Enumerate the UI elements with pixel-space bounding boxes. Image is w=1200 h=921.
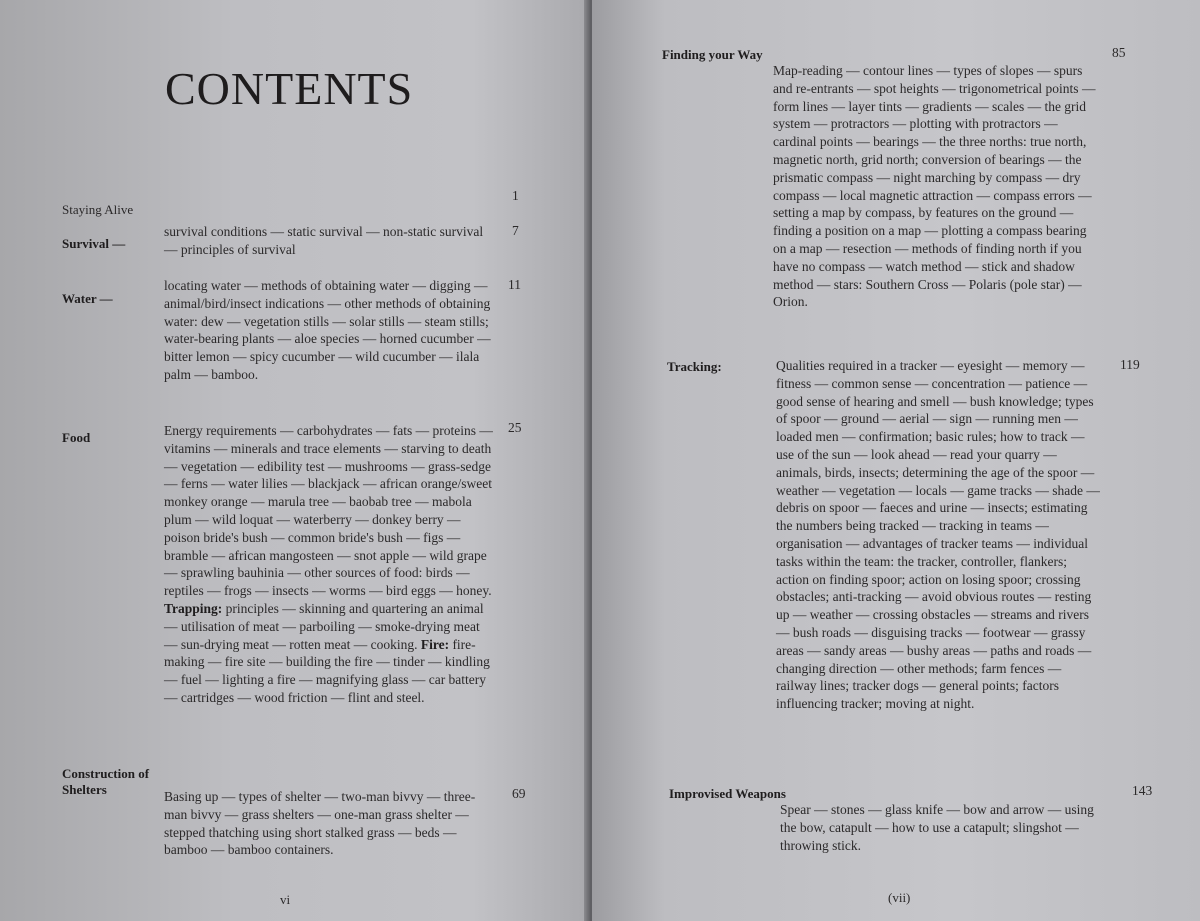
right-page [592, 0, 1200, 921]
tracking-label: Tracking: [667, 359, 722, 374]
right-folio: (vii) [888, 890, 911, 905]
food-page: 25 [508, 420, 522, 435]
water-desc: locating water — methods of obtaining water — digging — animal/bird/insect indications — other methods of obtaining water: dew — vegetation stills — solar stills — steam stills; water-bearing plants — aloe species — horned cucumber — bitter lemon — spicy cucumber — wild cucumber — ilala palm — bamboo. [164, 278, 491, 382]
weapons-page: 143 [1132, 783, 1153, 798]
survival-desc: survival conditions — static survival — non-static survival — principles of survival [164, 224, 484, 257]
tracking-page: 119 [1120, 357, 1140, 372]
tracking-desc: Qualities required in a tracker — eyesight — memory — fitness — common sense — concentration — patience — good sense of hearing and smell — bush knowledge; types of spoor — ground — aerial — sign — running men — loaded men — confirmation; basic rules; how to track — use of the sun — look ahead — read your quarry — animals, birds, insects; determining the age of the spoor — weather — vegetation — locals — game tracks — shade — debris on spoor — faeces and urine — insects; estimating the numbers being tracked — tracking in teams — organisation — advantages of tracker teams — individual tasks within the team: the tracker, controller, flankers; action on finding spoor; action on losing spoor; crossing obstacles; anti-tracking — avoid obvious routes — resting up — weather — crossing obstacles — streams and rivers — bush roads — disguising tracks — footwear — grassy areas — sandy areas — bushy areas — paths and roads — changing direction — other methods; farm fences — railway lines; tracker dogs — general points; factors influencing tracker; moving at night. [776, 358, 1100, 712]
finding-way-page: 85 [1112, 45, 1126, 60]
weapons-desc: Spear — stones — glass knife — bow and arrow — using the bow, catapult — how to use a catapult; slingshot — throwing stick. [780, 802, 1094, 853]
weapons-label: Improvised Weapons [669, 786, 786, 801]
finding-way-label: Finding your Way [662, 47, 763, 62]
trapping-label: Trapping: [164, 600, 223, 616]
food-label: Food [62, 430, 91, 445]
food-desc-part2: principles — skinning and quartering an animal — utilisation of meat — parboiling — smoke-drying meat — sun-drying meat — rotten meat — cooking. [164, 600, 484, 652]
water-page: 11 [508, 277, 521, 292]
shelters-page: 69 [512, 786, 526, 801]
contents-title: CONTENTS [165, 63, 414, 114]
left-page [0, 0, 590, 921]
survival-page: 7 [512, 223, 519, 238]
shelters-desc: Basing up — types of shelter — two-man bivvy — three-man bivvy — grass shelters — one-man grass shelter — stepped thatching using short stalked grass — beds — bamboo — bamboo containers. [164, 789, 476, 858]
left-folio: vi [280, 892, 291, 907]
food-desc-part1: Energy requirements — carbohydrates — fats — proteins — vitamins — minerals and trace elements — starving to death — vegetation — edibility test — mushrooms — grass-sedge — ferns — water lilies — blackjack — african orange/sweet monkey orange — marula tree — baobab tree — mabola plum — wild loquat — waterberry — donkey berry — poison bride's bush — common bride's bush — figs — bramble — african mangosteen — snot apple — wild grape — sprawling bauhinia — other sources of food: birds — reptiles — frogs — insects — worms — bird eggs — honey. [164, 423, 493, 599]
shelters-label: Construction of Shelters [62, 766, 150, 797]
food-desc [164, 422, 496, 707]
water-label: Water — [62, 291, 113, 306]
survival-label: Survival — [62, 236, 126, 251]
staying-alive-page: 1 [512, 188, 519, 203]
fire-label: Fire: [420, 636, 450, 652]
staying-alive-label: Staying Alive [62, 202, 134, 217]
food-desc-part3: fire-making — fire site — building the fire — tinder — kindling — fuel — lighting a fire — magnifying glass — car battery — cartridges — wood friction — flint and steel. [164, 636, 490, 705]
finding-way-desc: Map-reading — contour lines — types of slopes — spurs and re-entrants — spot heights — trigonometrical points — form lines — layer tints — gradients — scales — the grid system — protractors — plotting with protractors — cardinal points — bearings — the three norths: true north, magnetic north, grid north; conversion of bearings — the prismatic compass — night marching by compass — dry compass — local magnetic attraction — compass errors — setting a map by compass, by features on the ground — finding a position on a map — plotting a compass bearing on a map — resection — methods of finding north if you have no compass — watch method — stick and shadow method — stars: Southern Cross — Polaris (pole star) — Orion. [773, 63, 1096, 310]
